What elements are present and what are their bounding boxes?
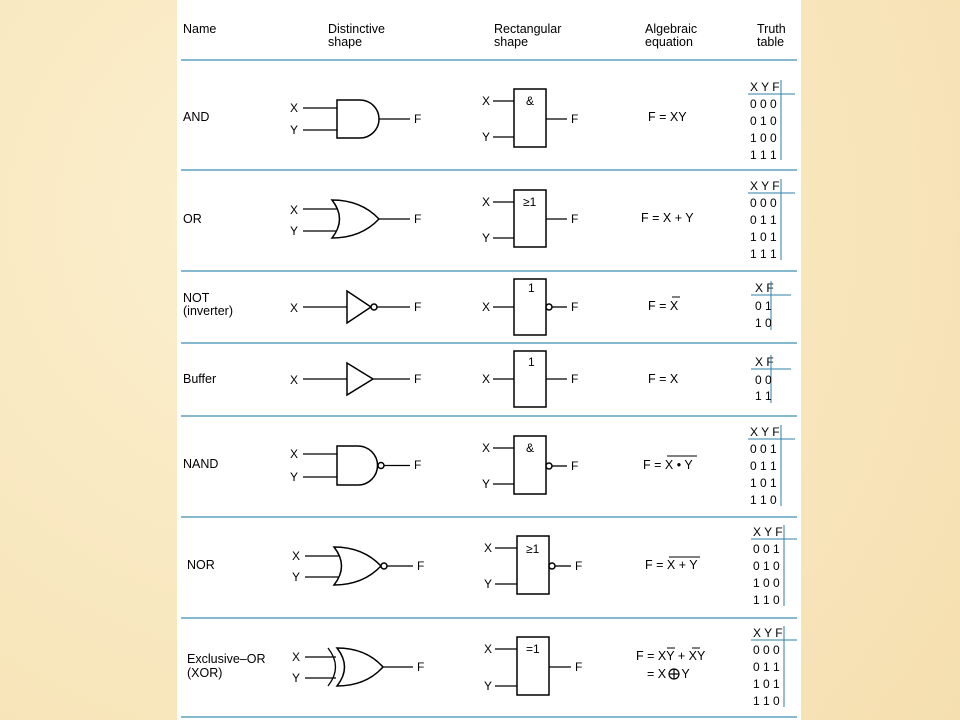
gate-name: AND xyxy=(183,110,210,124)
header-name: Name xyxy=(183,22,217,36)
header-distinctive-1: Distinctive xyxy=(328,22,385,36)
row-nand xyxy=(183,425,795,507)
truth-row: 0 1 1 xyxy=(750,459,777,473)
output-f-label: F xyxy=(575,660,583,674)
input-y-label: Y xyxy=(292,671,301,685)
inversion-bubble xyxy=(371,304,377,310)
gate-name: NOT xyxy=(183,291,210,305)
truth-row: 0 0 0 xyxy=(753,643,780,657)
input-x-label: X xyxy=(482,300,491,314)
rect-symbol-label: 1 xyxy=(528,355,535,369)
rect-symbol-label: =1 xyxy=(526,642,540,656)
truth-row: 1 1 0 xyxy=(750,493,777,507)
output-f-label: F xyxy=(571,212,579,226)
truth-header: X Y F xyxy=(753,525,783,539)
truth-table xyxy=(751,525,797,607)
truth-row: 1 0 xyxy=(755,316,772,330)
truth-table xyxy=(748,80,795,162)
not-gate-symbol xyxy=(347,291,371,323)
inversion-bubble xyxy=(549,563,555,569)
row-not xyxy=(183,279,791,335)
row-xor xyxy=(187,626,797,708)
truth-row: 0 1 0 xyxy=(750,114,777,128)
truth-table xyxy=(748,425,795,507)
truth-header: X Y F xyxy=(750,179,780,193)
output-f-label: F xyxy=(417,660,425,674)
truth-row: 1 1 0 xyxy=(753,694,780,708)
row-or xyxy=(183,179,795,261)
rect-symbol-label: & xyxy=(526,94,535,108)
gate-name: Buffer xyxy=(183,372,217,386)
xor-circle-plus-icon xyxy=(669,669,679,679)
truth-header: X F xyxy=(755,281,774,295)
header-distinctive-2: shape xyxy=(328,35,363,49)
input-y-label: Y xyxy=(290,470,299,484)
algebraic-equation: F = X xyxy=(648,299,679,313)
header-truth-2: table xyxy=(757,35,785,49)
output-f-label: F xyxy=(414,372,422,386)
algebraic-equation: F = XY + XY xyxy=(636,649,706,663)
inversion-bubble xyxy=(546,463,552,469)
rect-symbol-label: 1 xyxy=(528,281,535,295)
truth-row: 0 1 1 xyxy=(750,213,777,227)
truth-row: 1 1 1 xyxy=(750,247,777,261)
input-y-label: Y xyxy=(290,224,299,238)
output-f-label: F xyxy=(414,112,422,126)
and-gate-symbol xyxy=(337,100,379,138)
truth-table xyxy=(751,626,797,708)
xor-input-curve xyxy=(328,648,336,686)
nor-gate-symbol xyxy=(334,547,381,585)
input-x-label: X xyxy=(290,447,299,461)
gate-name-sub: (inverter) xyxy=(183,304,234,318)
input-y-label: Y xyxy=(482,231,491,245)
output-f-label: F xyxy=(571,112,579,126)
truth-row: 0 0 1 xyxy=(753,542,780,556)
truth-row: 0 0 xyxy=(755,373,772,387)
header-truth-1: Truth xyxy=(757,22,786,36)
input-x-label: X xyxy=(290,203,299,217)
truth-row: 1 0 0 xyxy=(753,576,780,590)
row-nor xyxy=(187,525,797,607)
truth-header: X Y F xyxy=(750,80,780,94)
header-algebraic-2: equation xyxy=(645,35,693,49)
inversion-bubble xyxy=(546,304,552,310)
input-x-label: X xyxy=(482,195,491,209)
input-x-label: X xyxy=(482,372,491,386)
input-y-label: Y xyxy=(482,477,491,491)
inversion-bubble xyxy=(378,463,384,469)
buffer-gate-symbol xyxy=(347,363,373,395)
input-x-label: X xyxy=(482,441,491,455)
nand-gate-symbol xyxy=(337,446,378,485)
rect-symbol-label: ≥1 xyxy=(523,195,537,209)
algebraic-equation: F = X xyxy=(648,372,679,386)
header-row xyxy=(183,22,786,49)
truth-header: X Y F xyxy=(750,425,780,439)
output-f-label: F xyxy=(571,300,579,314)
inversion-bubble xyxy=(381,563,387,569)
algebraic-equation-line-2: = X Y xyxy=(647,667,690,681)
truth-table xyxy=(751,281,791,330)
truth-header: X Y F xyxy=(753,626,783,640)
row-and xyxy=(183,80,795,162)
input-y-label: Y xyxy=(290,123,299,137)
or-gate-symbol xyxy=(332,200,379,238)
algebraic-equation: F = X + Y xyxy=(645,558,698,572)
truth-row: 1 0 1 xyxy=(750,476,777,490)
truth-header: X F xyxy=(755,355,774,369)
truth-row: 0 0 0 xyxy=(750,97,777,111)
truth-row: 1 0 1 xyxy=(753,677,780,691)
rect-symbol-label: & xyxy=(526,441,535,455)
input-x-label: X xyxy=(484,541,493,555)
algebraic-equation: F = XY xyxy=(648,110,687,124)
input-y-label: Y xyxy=(484,577,493,591)
truth-table xyxy=(751,355,791,403)
gate-diagram xyxy=(177,0,801,720)
header-rectangular-2: shape xyxy=(494,35,529,49)
truth-row: 0 1 xyxy=(755,299,772,313)
algebraic-equation: F = X + Y xyxy=(641,211,694,225)
input-x-label: X xyxy=(290,373,299,387)
header-rectangular-1: Rectangular xyxy=(494,22,562,36)
output-f-label: F xyxy=(571,372,579,386)
logic-gate-table xyxy=(177,0,801,720)
input-x-label: X xyxy=(290,301,299,315)
truth-row: 1 0 0 xyxy=(750,131,777,145)
gate-name: NOR xyxy=(187,558,215,572)
xor-gate-symbol xyxy=(337,648,383,686)
input-x-label: X xyxy=(290,101,299,115)
rect-symbol-label: ≥1 xyxy=(526,542,540,556)
output-f-label: F xyxy=(571,459,579,473)
truth-table xyxy=(748,179,795,261)
header-algebraic-1: Algebraic xyxy=(645,22,698,36)
input-x-label: X xyxy=(292,549,301,563)
truth-row: 1 1 xyxy=(755,389,772,403)
input-y-label: Y xyxy=(292,570,301,584)
output-f-label: F xyxy=(414,212,422,226)
gate-name: OR xyxy=(183,212,202,226)
truth-row: 0 0 1 xyxy=(750,442,777,456)
input-x-label: X xyxy=(482,94,491,108)
input-y-label: Y xyxy=(482,130,491,144)
output-f-label: F xyxy=(417,559,425,573)
gate-name: Exclusive–OR xyxy=(187,652,266,666)
gate-name-sub: (XOR) xyxy=(187,666,223,680)
gate-name: NAND xyxy=(183,457,219,471)
algebraic-equation: F = X • Y xyxy=(643,458,693,472)
output-f-label: F xyxy=(575,559,583,573)
truth-row: 1 1 0 xyxy=(753,593,780,607)
input-x-label: X xyxy=(292,650,301,664)
output-f-label: F xyxy=(414,300,422,314)
input-x-label: X xyxy=(484,642,493,656)
input-y-label: Y xyxy=(484,679,493,693)
row-buffer xyxy=(183,351,791,407)
truth-row: 1 0 1 xyxy=(750,230,777,244)
truth-row: 0 1 0 xyxy=(753,559,780,573)
output-f-label: F xyxy=(414,458,422,472)
truth-row: 0 1 1 xyxy=(753,660,780,674)
truth-row: 1 1 1 xyxy=(750,148,777,162)
truth-row: 0 0 0 xyxy=(750,196,777,210)
